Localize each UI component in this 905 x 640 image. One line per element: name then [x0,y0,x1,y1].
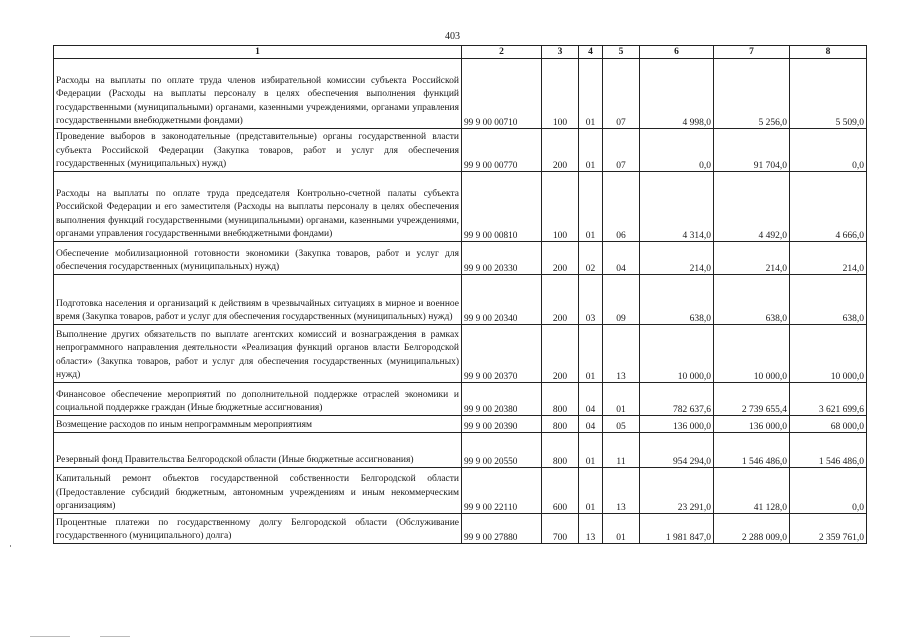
expense-type-code: 200 [542,129,579,172]
section-code: 01 [579,59,603,129]
expense-type-code: 700 [542,514,579,544]
table-row [54,416,867,433]
table-row [54,129,867,172]
expense-type-code: 800 [542,433,579,468]
amount-col-6: 4 998,0 [640,59,714,129]
amount-col-6: 782 637,6 [640,383,714,416]
table-row [54,242,867,275]
header-row [54,46,867,59]
table-row [54,433,867,468]
section-code: 04 [579,383,603,416]
amount-col-7: 638,0 [714,275,790,325]
table-row [54,383,867,416]
amount-col-7: 2 739 655,4 [714,383,790,416]
section-code: 01 [579,325,603,383]
target-article-code: 99 9 00 00810 [462,172,542,242]
amount-col-8: 214,0 [790,242,867,275]
amount-col-8: 4 666,0 [790,172,867,242]
expense-type-code: 200 [542,242,579,275]
amount-col-6: 136 000,0 [640,416,714,433]
expense-type-code: 200 [542,275,579,325]
subsection-code: 13 [603,468,640,514]
subsection-code: 07 [603,129,640,172]
column-header: 5 [603,46,640,59]
scan-mark [100,636,130,637]
section-code: 01 [579,468,603,514]
target-article-code: 99 9 00 20340 [462,275,542,325]
row-description: Капитальный ремонт объектов государственной собственности Белгородской области (Предоставление субсидий бюджетным, автономным учреждениям и иным некоммерческим организациям) [54,468,462,514]
row-description: Возмещение расходов по иным непрограммным мероприятиям [54,416,462,433]
section-code: 01 [579,433,603,468]
amount-col-8: 0,0 [790,129,867,172]
section-code: 01 [579,172,603,242]
subsection-code: 01 [603,383,640,416]
table-row [54,275,867,325]
amount-col-7: 2 288 009,0 [714,514,790,544]
column-header: 1 [54,46,462,59]
amount-col-8: 2 359 761,0 [790,514,867,544]
amount-col-6: 23 291,0 [640,468,714,514]
expense-type-code: 800 [542,416,579,433]
expense-type-code: 100 [542,172,579,242]
amount-col-8: 5 509,0 [790,59,867,129]
row-description: Финансовое обеспечение мероприятий по дополнительной поддержке отраслей экономики и социальной поддержке граждан (Иные бюджетные ассигнования) [54,383,462,416]
row-description: Обеспечение мобилизационной готовности экономики (Закупка товаров, работ и услуг для обеспечения государственных (муниципальных) нужд) [54,242,462,275]
column-header: 8 [790,46,867,59]
row-description: Процентные платежи по государственному долгу Белгородской области (Обслуживание государственного (муниципального) долга) [54,514,462,544]
amount-col-8: 0,0 [790,468,867,514]
amount-col-8: 68 000,0 [790,416,867,433]
amount-col-7: 5 256,0 [714,59,790,129]
column-header: 4 [579,46,603,59]
row-description: Подготовка населения и организаций к действиям в чрезвычайных ситуациях в мирное и военное время (Закупка товаров, работ и услуг для обеспечения государственных (муниципальных) нужд) [54,275,462,325]
amount-col-7: 4 492,0 [714,172,790,242]
target-article-code: 99 9 00 20390 [462,416,542,433]
amount-col-8: 638,0 [790,275,867,325]
budget-table [53,45,867,544]
target-article-code: 99 9 00 27880 [462,514,542,544]
amount-col-8: 3 621 699,6 [790,383,867,416]
section-code: 02 [579,242,603,275]
row-description: Расходы на выплаты по оплате труда председателя Контрольно-счетной палаты субъекта Российской Федерации и его заместителя (Расходы на выплаты персоналу в целях обеспечения выполнения функций государственными (муниципальными) органами, казенными учреждениями, органами управления государственными внебюджетными фондами) [54,172,462,242]
scan-mark [30,636,70,637]
amount-col-7: 10 000,0 [714,325,790,383]
target-article-code: 99 9 00 22110 [462,468,542,514]
section-code: 03 [579,275,603,325]
subsection-code: 11 [603,433,640,468]
column-header: 7 [714,46,790,59]
table-row [54,172,867,242]
row-description: Выполнение других обязательств по выплате агентских комиссий и вознаграждения в рамках непрограммного направления деятельности «Реализация функций органов власти Белгородской области» (Закупка товаров, работ и услуг для обеспечения государственных (муниципальных) нужд) [54,325,462,383]
subsection-code: 07 [603,59,640,129]
subsection-code: 06 [603,172,640,242]
expense-type-code: 100 [542,59,579,129]
subsection-code: 01 [603,514,640,544]
subsection-code: 13 [603,325,640,383]
section-code: 13 [579,514,603,544]
amount-col-7: 41 128,0 [714,468,790,514]
amount-col-6: 638,0 [640,275,714,325]
amount-col-6: 1 981 847,0 [640,514,714,544]
amount-col-6: 4 314,0 [640,172,714,242]
expense-type-code: 800 [542,383,579,416]
amount-col-8: 1 546 486,0 [790,433,867,468]
subsection-code: 09 [603,275,640,325]
column-header: 2 [462,46,542,59]
subsection-code: 04 [603,242,640,275]
amount-col-7: 136 000,0 [714,416,790,433]
row-description: Расходы на выплаты по оплате труда членов избирательной комиссии субъекта Российской Федерации (Расходы на выплаты персоналу в целях обеспечения выполнения функций государственными (муниципальными) органами, казенными учреждениями, органами управления государственными внебюджетными фондами) [54,59,462,129]
table-row [54,514,867,544]
expense-type-code: 200 [542,325,579,383]
amount-col-7: 1 546 486,0 [714,433,790,468]
target-article-code: 99 9 00 20380 [462,383,542,416]
row-description: Резервный фонд Правительства Белгородской области (Иные бюджетные ассигнования) [54,433,462,468]
column-header: 6 [640,46,714,59]
table-row [54,468,867,514]
amount-col-6: 214,0 [640,242,714,275]
row-description: Проведение выборов в законодательные (представительные) органы государственной власти субъекта Российской Федерации (Закупка товаров, работ и услуг для обеспечения государственных (муниципальных) нужд) [54,129,462,172]
table-row [54,325,867,383]
amount-col-6: 0,0 [640,129,714,172]
amount-col-7: 91 704,0 [714,129,790,172]
page-number: 403 [445,31,460,42]
amount-col-7: 214,0 [714,242,790,275]
target-article-code: 99 9 00 00710 [462,59,542,129]
scan-mark [10,545,11,547]
section-code: 04 [579,416,603,433]
section-code: 01 [579,129,603,172]
subsection-code: 05 [603,416,640,433]
amount-col-8: 10 000,0 [790,325,867,383]
target-article-code: 99 9 00 20550 [462,433,542,468]
amount-col-6: 10 000,0 [640,325,714,383]
target-article-code: 99 9 00 20330 [462,242,542,275]
table-row [54,59,867,129]
column-header: 3 [542,46,579,59]
target-article-code: 99 9 00 00770 [462,129,542,172]
target-article-code: 99 9 00 20370 [462,325,542,383]
amount-col-6: 954 294,0 [640,433,714,468]
expense-type-code: 600 [542,468,579,514]
